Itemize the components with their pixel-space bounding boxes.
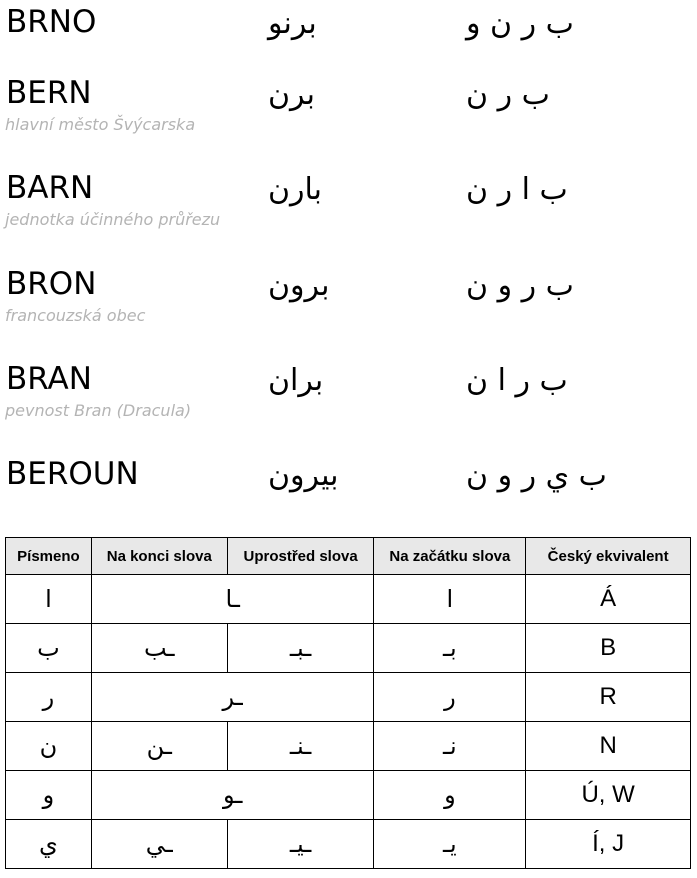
czech-equivalent-cell: R (526, 673, 691, 722)
end-middle-form-cell: ـو (91, 771, 374, 820)
arabic-letters: ب ر ا ن (466, 363, 568, 398)
czech-equivalent-cell: Á (526, 575, 691, 624)
letter-cell: ب (6, 624, 92, 673)
table-row (6, 673, 691, 722)
arabic-word: بارن (268, 172, 323, 207)
start-form-cell: و (374, 771, 526, 820)
latin-word: BERN (6, 75, 92, 111)
table-header-row (6, 538, 691, 575)
table-row (6, 771, 691, 820)
middle-form-cell: ـيـ (227, 820, 374, 869)
arabic-word: بيرون (268, 458, 339, 493)
czech-equivalent-cell: Ú, W (526, 771, 691, 820)
latin-word: BRAN (6, 361, 92, 397)
arabic-word: بران (268, 363, 324, 398)
start-form-cell: ا (374, 575, 526, 624)
czech-equivalent-cell: N (526, 722, 691, 771)
table-row (6, 575, 691, 624)
word-row-bran (0, 359, 697, 449)
table-row (6, 820, 691, 869)
table-row (6, 722, 691, 771)
letter-cell: ر (6, 673, 92, 722)
arabic-letters: ب ر و ن (466, 268, 574, 303)
czech-equivalent-cell: B (526, 624, 691, 673)
czech-equivalent-cell: Í, J (526, 820, 691, 869)
start-form-cell: يـ (374, 820, 526, 869)
word-note: jednotka účinného průřezu (5, 210, 221, 229)
letter-forms-table (5, 537, 691, 869)
arabic-letters: ب ر ن (466, 77, 550, 112)
header-czech-equivalent: Český ekvivalent (526, 538, 691, 575)
latin-word: BRNO (6, 4, 97, 40)
end-form-cell: ـن (91, 722, 227, 771)
start-form-cell: ر (374, 673, 526, 722)
table-row (6, 624, 691, 673)
header-start-form: Na začátku slova (374, 538, 526, 575)
word-row-bern (0, 73, 697, 163)
latin-word: BARN (6, 170, 94, 206)
header-end-form: Na konci slova (91, 538, 227, 575)
latin-word: BEROUN (6, 456, 139, 492)
middle-form-cell: ـنـ (227, 722, 374, 771)
word-note: pevnost Bran (Dracula) (5, 401, 192, 420)
header-letter: Písmeno (6, 538, 92, 575)
letter-cell: ن (6, 722, 92, 771)
end-form-cell: ـي (91, 820, 227, 869)
end-middle-form-cell: ـر (91, 673, 374, 722)
end-form-cell: ـب (91, 624, 227, 673)
arabic-word: برنو (268, 6, 317, 41)
arabic-word: برن (268, 77, 315, 112)
word-note: hlavní město Švýcarska (5, 115, 196, 134)
start-form-cell: بـ (374, 624, 526, 673)
word-row-beroun (0, 454, 697, 544)
latin-word: BRON (6, 266, 97, 302)
middle-form-cell: ـبـ (227, 624, 374, 673)
end-middle-form-cell: ـا (91, 575, 374, 624)
arabic-word: برون (268, 268, 330, 303)
start-form-cell: نـ (374, 722, 526, 771)
header-middle-form: Uprostřed slova (227, 538, 374, 575)
word-row-bron (0, 264, 697, 354)
arabic-letters: ب ا ر ن (466, 172, 568, 207)
word-row-barn (0, 168, 697, 258)
arabic-letters: ب ي ر و ن (466, 458, 607, 493)
letter-cell: و (6, 771, 92, 820)
letter-cell: ا (6, 575, 92, 624)
arabic-letters: ب ر ن و (466, 6, 574, 41)
word-note: francouzská obec (5, 306, 146, 325)
letter-cell: ي (6, 820, 92, 869)
